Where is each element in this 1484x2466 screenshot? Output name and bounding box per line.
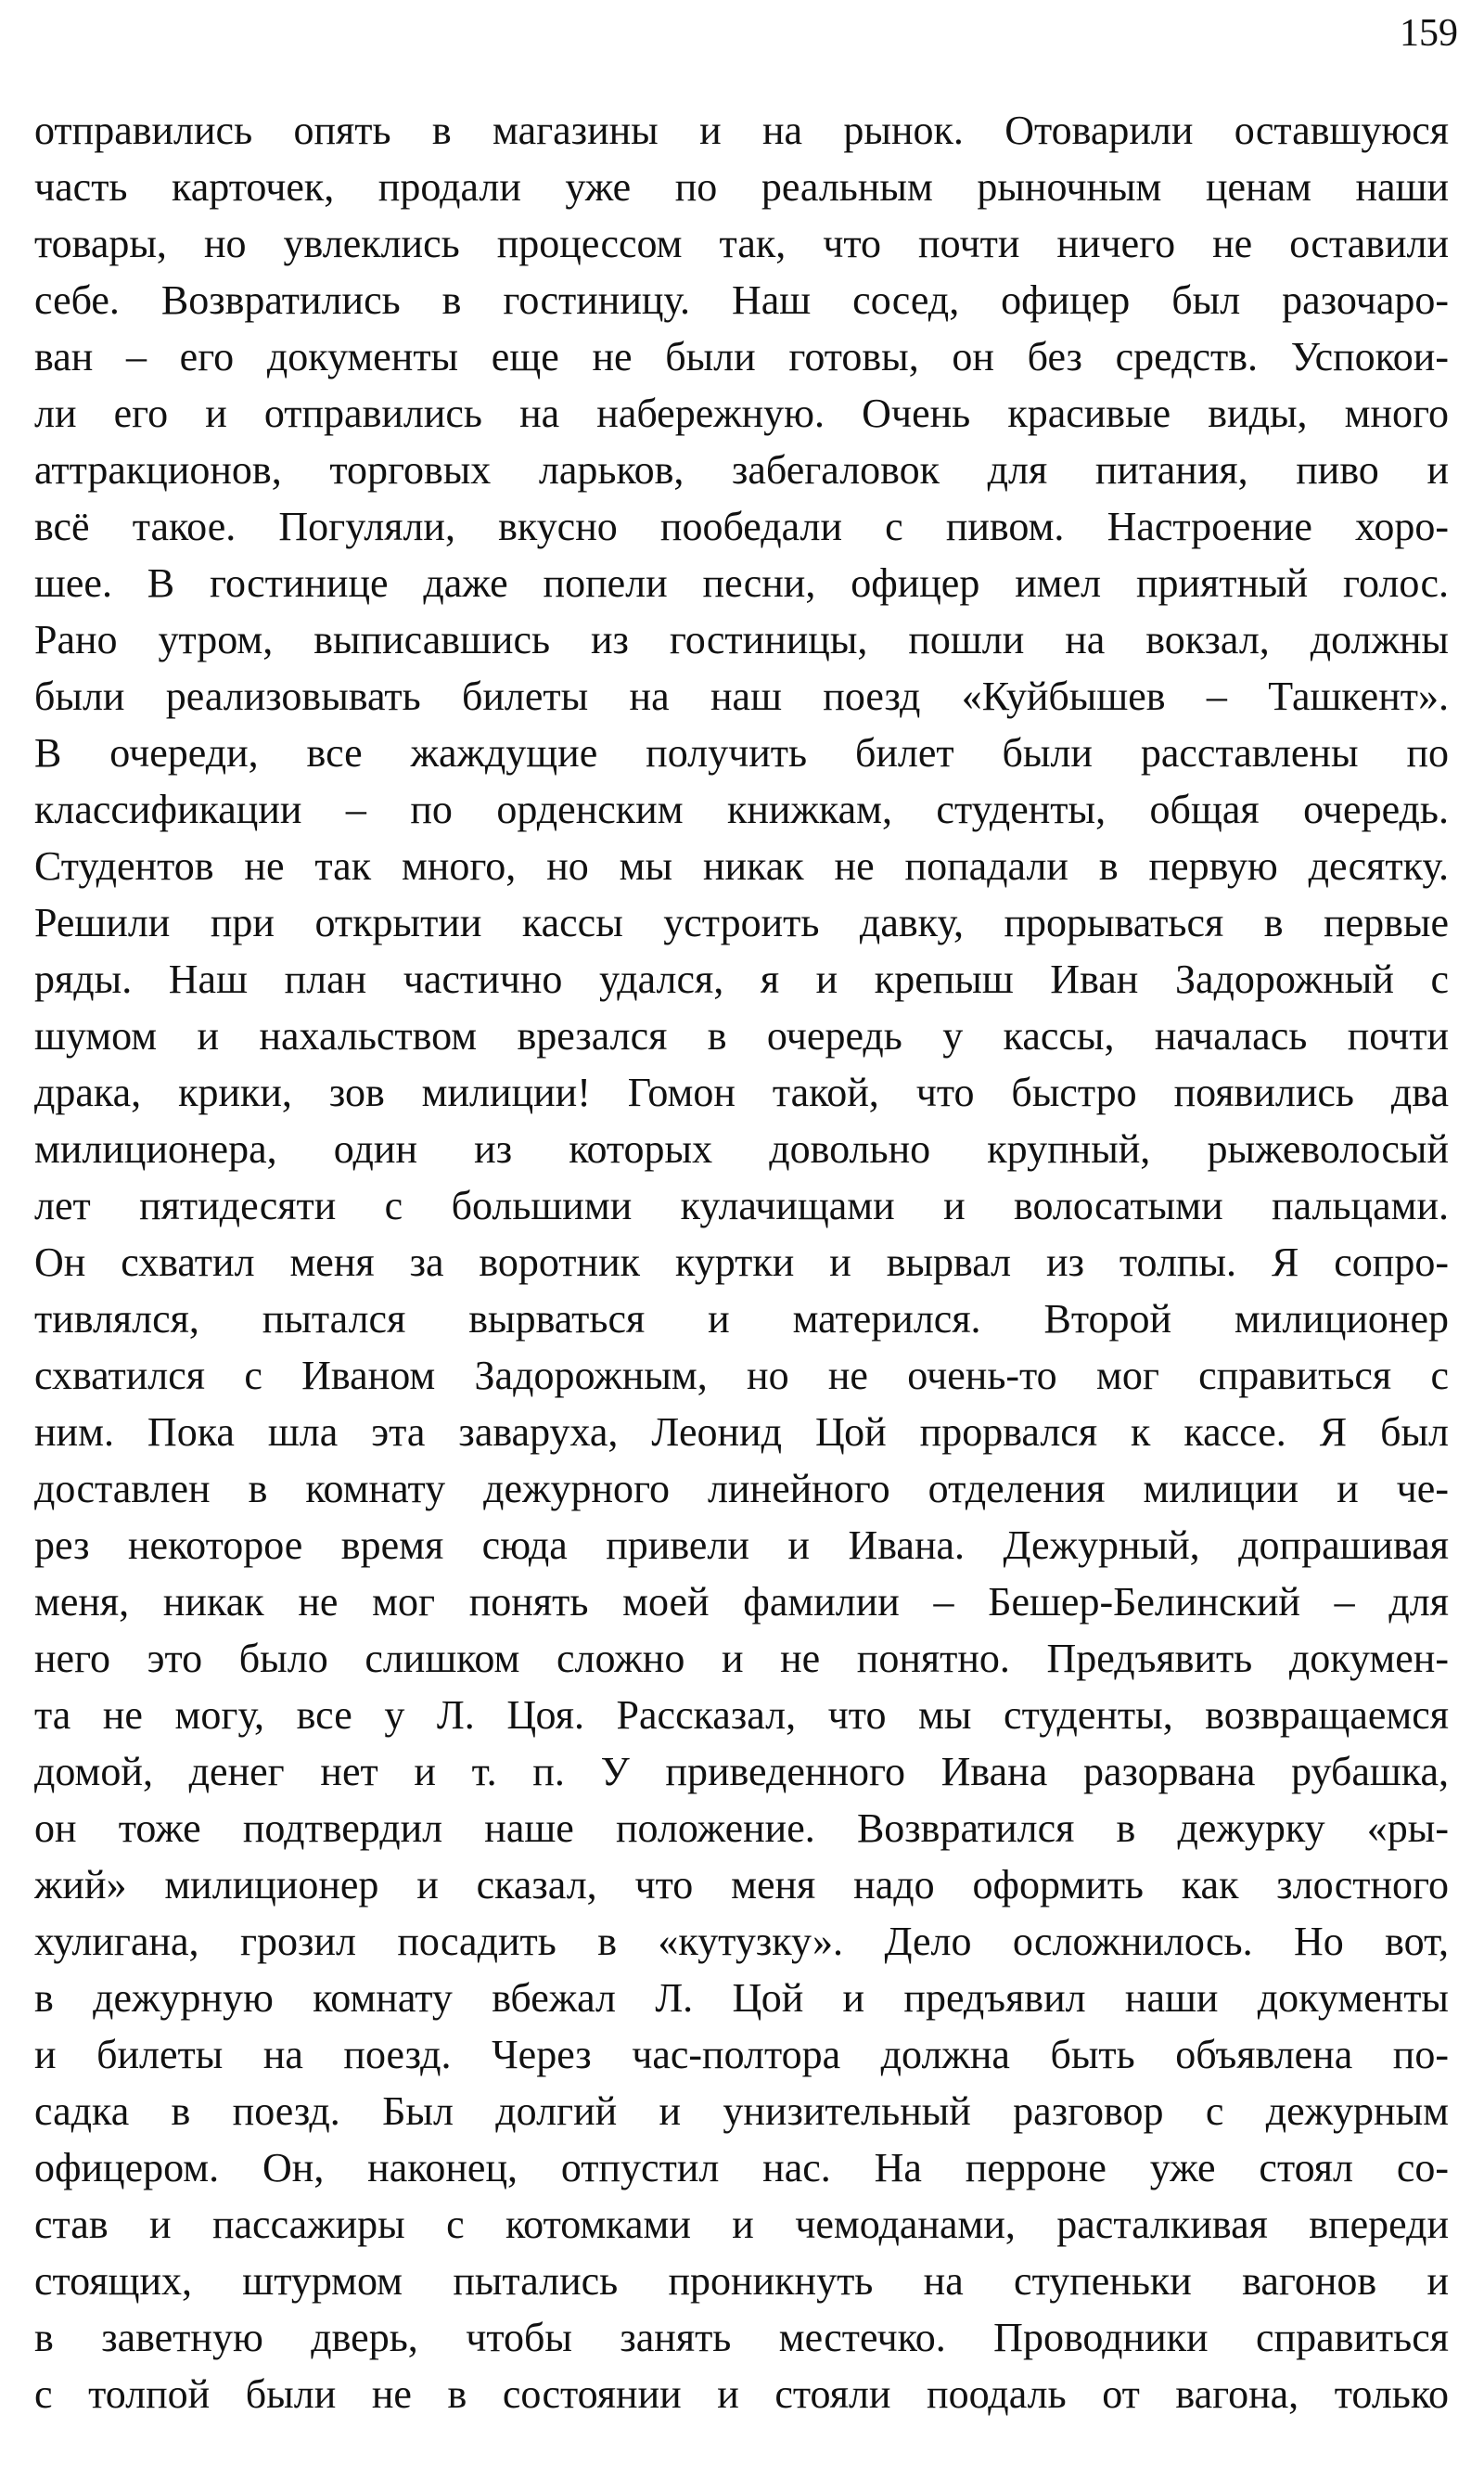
- text-line: ряды. Наш план частично удался, я и крепыш Иван Задорожный с: [34, 957, 1449, 1002]
- text-line: ли его и отправились на набережную. Очень красивые виды, много: [34, 391, 1449, 436]
- text-line: в заветную дверь, чтобы занять местечко. Проводники справиться: [34, 2315, 1449, 2360]
- text-line: рез некоторое время сюда привели и Ивана. Дежурный, допрашивая: [34, 1522, 1449, 1568]
- text-line: домой, денег нет и т. п. У приведенного Ивана разорвана рубашка,: [34, 1749, 1449, 1794]
- text-line: и билеты на поезд. Через час-полтора должна быть объявлена по-: [34, 2032, 1449, 2077]
- text-line: меня, никак не мог понять моей фамилии – Бешер-Белинский – для: [34, 1579, 1449, 1625]
- text-line: классификации – по орденским книжкам, студенты, общая очередь.: [34, 787, 1449, 832]
- text-line: Решили при открытии кассы устроить давку, прорываться в первые: [34, 900, 1449, 945]
- text-line: садка в поезд. Был долгий и унизительный разговор с дежурным: [34, 2088, 1449, 2134]
- text-line: тивлялся, пытался вырваться и матерился. Второй милиционер: [34, 1296, 1449, 1342]
- page-number: 159: [1400, 12, 1458, 55]
- text-line: него это было слишком сложно и не понятно. Предъявить докумен-: [34, 1636, 1449, 1681]
- text-line: товары, но увлеклись процессом так, что почти ничего не оставили: [34, 221, 1449, 266]
- text-line: в дежурную комнату вбежал Л. Цой и предъявил наши документы: [34, 1975, 1449, 2021]
- text-line: драка, крики, зов милиции! Гомон такой, что быстро появились два: [34, 1070, 1449, 1115]
- text-line: себе. Возвратились в гостиницу. Наш сосед, офицер был разочаро-: [34, 277, 1449, 323]
- text-line: та не могу, все у Л. Цоя. Рассказал, что мы студенты, возвращаемся: [34, 1692, 1449, 1738]
- text-line: хулигана, грозил посадить в «кутузку». Дело осложнилось. Но вот,: [34, 1919, 1449, 1964]
- body-text: [34, 102, 1449, 2422]
- text-line: став и пассажиры с котомками и чемоданами, расталкивая впереди: [34, 2202, 1449, 2247]
- text-line: шее. В гостинице даже попели песни, офицер имел приятный голос.: [34, 560, 1449, 606]
- text-line: Рано утром, выписавшись из гостиницы, пошли на вокзал, должны: [34, 617, 1449, 662]
- text-line: Он схватил меня за воротник куртки и вырвал из толпы. Я сопро-: [34, 1239, 1449, 1285]
- text-line: часть карточек, продали уже по реальным рыночным ценам наши: [34, 164, 1449, 210]
- text-line: аттракционов, торговых ларьков, забегаловок для питания, пиво и: [34, 447, 1449, 493]
- text-line: милиционера, один из которых довольно крупный, рыжеволосый: [34, 1126, 1449, 1172]
- text-line: он тоже подтвердил наше положение. Возвратился в дежурку «ры-: [34, 1805, 1449, 1851]
- text-line: отправились опять в магазины и на рынок. Отоварили оставшуюся: [34, 108, 1449, 153]
- text-line: доставлен в комнату дежурного линейного отделения милиции и че-: [34, 1466, 1449, 1511]
- text-line: В очереди, все жаждущие получить билет были расставлены по: [34, 730, 1449, 776]
- text-line: лет пятидесяти с большими кулачищами и волосатыми пальцами.: [34, 1183, 1449, 1228]
- text-line: офицером. Он, наконец, отпустил нас. На перроне уже стоял со-: [34, 2145, 1449, 2190]
- text-line: были реализовывать билеты на наш поезд «Куйбышев – Ташкент».: [34, 674, 1449, 719]
- text-line: схватился с Иваном Задорожным, но не очень-то мог справиться с: [34, 1353, 1449, 1398]
- text-line: с толпой были не в состоянии и стояли поодаль от вагона, только: [34, 2371, 1449, 2417]
- text-line: ван – его документы еще не были готовы, он без средств. Успокои-: [34, 334, 1449, 379]
- text-line: жий» милиционер и сказал, что меня надо оформить как злостного: [34, 1862, 1449, 1907]
- text-line: всё такое. Погуляли, вкусно пообедали с пивом. Настроение хоро-: [34, 504, 1449, 549]
- text-line: стоящих, штурмом пытались проникнуть на ступеньки вагонов и: [34, 2258, 1449, 2304]
- text-line: шумом и нахальством врезался в очередь у кассы, началась почти: [34, 1013, 1449, 1059]
- text-line: ним. Пока шла эта заваруха, Леонид Цой прорвался к кассе. Я был: [34, 1409, 1449, 1455]
- text-line: Студентов не так много, но мы никак не попадали в первую десятку.: [34, 843, 1449, 889]
